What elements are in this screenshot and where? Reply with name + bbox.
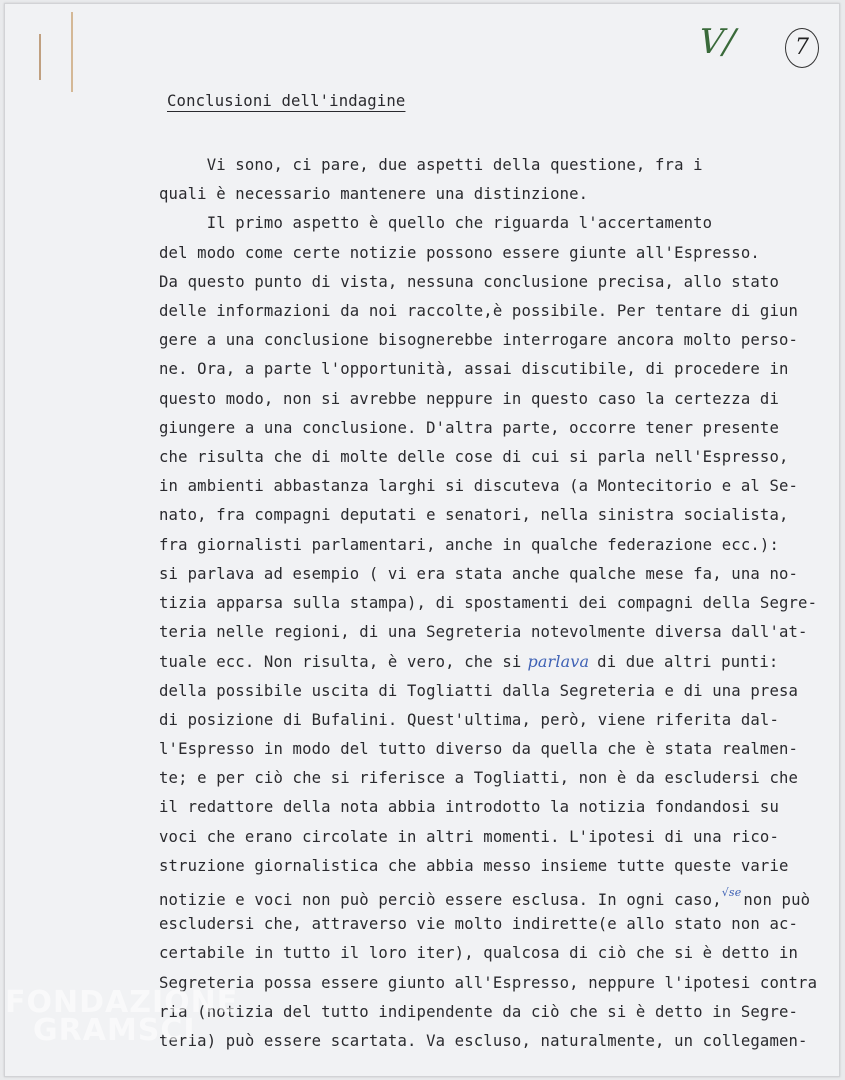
typed-line: quali è necessario mantenere una distinzione. (159, 185, 589, 204)
document-page (4, 3, 840, 1077)
typed-line: delle informazioni da noi raccolte,è possibile. Per tentare di giun (159, 302, 799, 320)
page-number: 7 (785, 28, 819, 68)
typed-line: Vi sono, ci pare, due aspetti della questione, fra i (159, 156, 703, 174)
typed-line-tail: di due altri punti: (597, 653, 779, 672)
typed-line: certabile in tutto il loro iter), qualcosa di ciò che si è detto in (159, 944, 799, 963)
typed-line: che risulta che di molte delle cose di cui si parla nell'Espresso, (159, 448, 789, 466)
typed-line: di posizione di Bufalini. Quest'ultima, però, viene riferita dal- (159, 710, 779, 729)
typed-line: voci che erano circolate in altri momenti. L'ipotesi di una rico- (159, 827, 779, 846)
typed-line: giungere a una conclusione. D'altra parte, occorre tener presente (159, 418, 779, 437)
typed-line: notizie e voci non può perciò essere esclusa. In ogni caso,$^{√se}$ non può (159, 886, 811, 909)
typed-line: Segreteria possa essere giunto all'Espresso, neppure l'ipotesi contra (159, 973, 818, 992)
typed-line: ria (notizia del tutto indipendente da ciò che si è detto in Segre- (159, 1002, 799, 1021)
typed-line: te; e per ciò che si riferisce a Togliatti, non è da escludersi che (159, 769, 799, 788)
typed-line: fra giornalisti parlamentari, anche in qualche federazione ecc.): (159, 535, 779, 554)
typed-line: Il primo aspetto è quello che riguarda l'accertamento (159, 214, 713, 233)
typed-line: questo modo, non si avrebbe neppure in questo caso la certezza di (159, 389, 779, 408)
typed-line: teria) può essere scartata. Va escluso, naturalmente, un collegamen- (159, 1032, 808, 1050)
typed-line: si parlava ad esempio ( vi era stata anche qualche mese fa, una no- (159, 564, 799, 583)
margin-stain (71, 12, 73, 92)
check-mark: V/ (693, 22, 741, 62)
watermark-line: FONDAZIONE (5, 985, 239, 1020)
document-heading: Conclusioni dell'indagine (167, 92, 406, 110)
typed-line: tizia apparsa sulla stampa), di spostamenti dei compagni della Segre- (159, 594, 818, 612)
typed-line: nato, fra compagni deputati e senatori, nella sinistra socialista, (159, 506, 789, 525)
margin-stain (39, 34, 41, 80)
typed-line-tail: non può (743, 891, 811, 909)
typed-line: Da questo punto di vista, nessuna conclusione precisa, allo stato (159, 272, 779, 291)
typed-line: escludersi che, attraverso vie molto indirette(e allo stato non ac- (159, 915, 799, 934)
typed-line: tuale ecc. Non risulta, è vero, che si parlava di due altri punti: (159, 652, 779, 672)
typed-line: gere a una conclusione bisognerebbe interrogare ancora molto perso- (159, 331, 799, 350)
typed-line: struzione giornalistica che abbia messo insieme tutte queste varie (159, 856, 789, 875)
typed-line: della possibile uscita di Togliatti dalla Segreteria e di una presa (159, 681, 799, 700)
handwritten-insert: √se (721, 886, 742, 899)
typed-line: del modo come certe notizie possono essere giunte all'Espresso. (159, 243, 760, 262)
typed-line: in ambienti abbastanza larghi si discuteva (a Montecitorio e al Se- (159, 477, 799, 496)
handwritten-insert: parlava (527, 652, 590, 672)
typed-line: ne. Ora, a parte l'opportunità, assai discutibile, di procedere in (159, 360, 789, 379)
typed-line: l'Espresso in modo del tutto diverso da quella che è stata realmen- (159, 740, 799, 758)
typed-line: il redattore della nota abbia introdotto la notizia fondandosi su (159, 798, 779, 817)
watermark-line: GRAMSCI (33, 1013, 196, 1048)
typed-line: teria nelle regioni, di una Segreteria notevolmente diversa dall'at- (159, 623, 808, 642)
archive-watermark (5, 985, 239, 1048)
